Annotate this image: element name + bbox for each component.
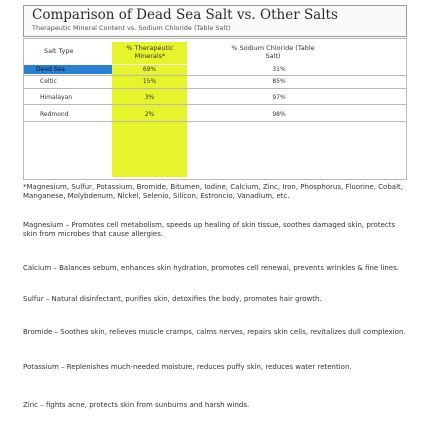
page-title: Comparison of Dead Sea Salt vs. Other Salts <box>32 7 338 23</box>
page-subtitle: Therapeutic Mineral Content vs. Sodium Chloride (Table Salt) <box>32 24 231 32</box>
row-divider <box>24 88 406 89</box>
row-dead-sea-sodium: 31% <box>272 66 286 73</box>
row-celtic-name: Celtic <box>40 78 57 85</box>
col-header-therapeutic: % Therapeutic Minerals* <box>126 44 174 60</box>
row-dead-sea-therapeutic: 69% <box>142 66 157 73</box>
row-dead-sea-name: Dead Sea <box>36 66 65 73</box>
row-divider <box>24 121 406 122</box>
bromide-note: Bromide – Soothes skin, relieves muscle cramps, calms nerves, repairs skin cells, revitalizes dull complexion. <box>23 328 406 336</box>
row-himalayan-name: Himalayan <box>40 94 73 101</box>
minerals-footnote: *Magnesium, Sulfur, Potassium, Bromide, Bitumen, Iodine, Calcium, Zinc, Iron, Phosphorus, Fluorine, Cobalt, Manganese, Molybdenum, Nickel, Selenio, Silicon, Estroncio, Vanadium, etc. <box>23 183 403 200</box>
row-himalayan-sodium: 97% <box>272 94 286 101</box>
potassium-note: Potassium – Replenishes much-needed moisture, reduces puffy skin, reduces water retention. <box>23 363 352 371</box>
row-divider <box>24 75 406 76</box>
magnesium-note: Magnesium – Promotes cell metabolism, speeds up healing of skin tissue, soothes damaged skin, protects skin from microbes that cause allergies. <box>23 221 396 238</box>
calcium-note: Calcium – Balances sebum, enhances skin hydration, promotes cell renewal, prevents wrinkles & fine lines. <box>23 264 399 272</box>
comparison-table <box>23 38 407 180</box>
row-redmond-sodium: 98% <box>272 111 286 118</box>
row-celtic-sodium: 85% <box>272 78 286 85</box>
row-redmond-name: Redmond <box>40 111 69 118</box>
row-celtic-therapeutic: 15% <box>142 78 157 85</box>
row-redmond-therapeutic: 2% <box>144 111 155 118</box>
col-header-salt-type: Salt Type <box>44 47 74 55</box>
col-header-sodium: % Sodium Chloride (Table Salt) <box>231 44 315 60</box>
row-himalayan-therapeutic: 3% <box>144 94 155 101</box>
row-divider <box>24 104 406 105</box>
header-box <box>23 5 407 37</box>
zinc-note: Zinc – fights acne, protects skin from sunburns and harsh winds. <box>23 401 250 409</box>
sulfur-note: Sulfur – Natural disinfectant, purifies skin, detoxifies the body, promotes hair growth. <box>23 295 322 303</box>
